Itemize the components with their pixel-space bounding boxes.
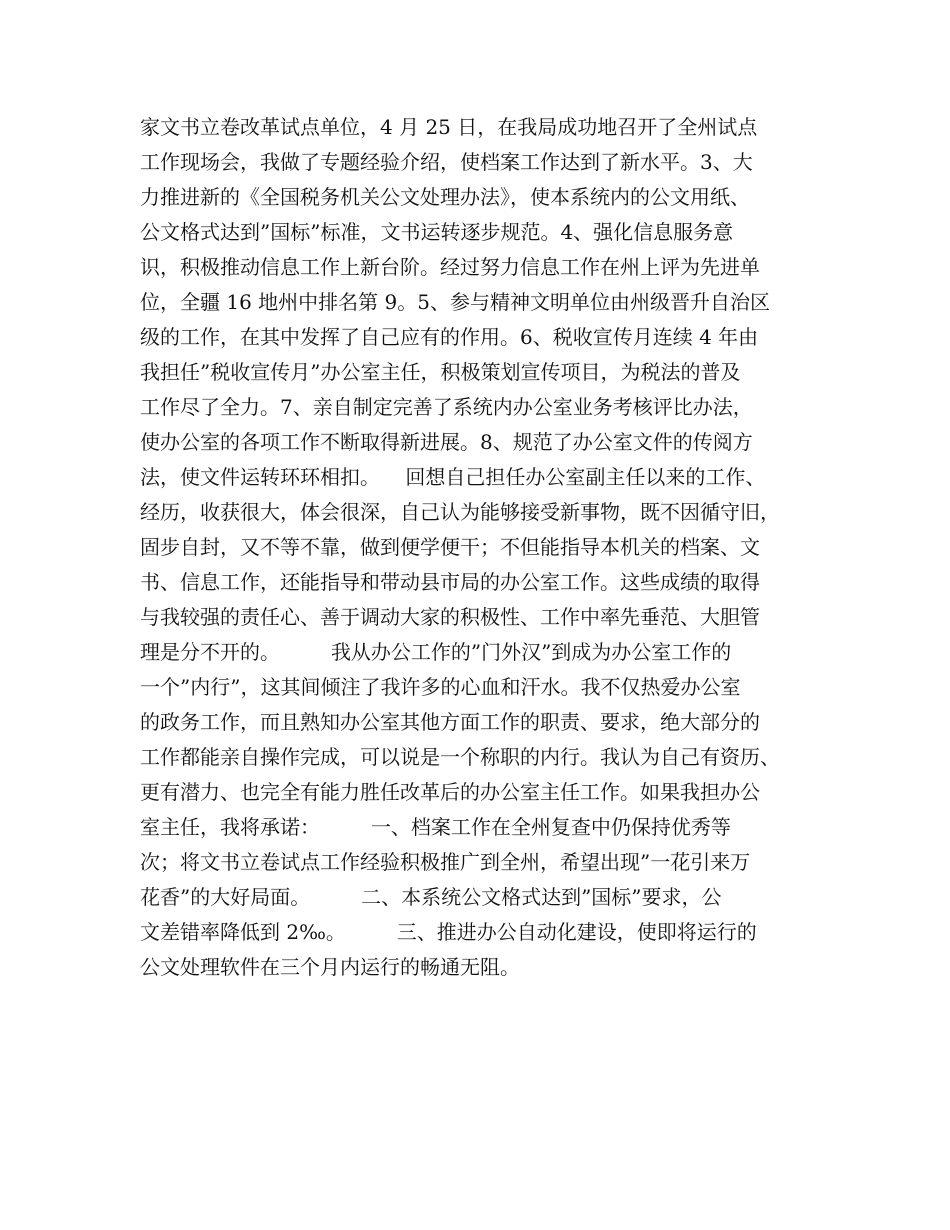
text-line: 工作现场会，我做了专题经验介绍，使档案工作达到了新水平。3、大 — [140, 150, 753, 174]
text-line: 文差错率降低到 2‰。 三、推进办公自动化建设，使即将运行的 — [140, 920, 757, 944]
text-line: 次；将文书立卷试点工作经验积极推广到全州，希望出现”一花引来万 — [140, 850, 751, 874]
text-line: 与我较强的责任心、善于调动大家的积极性、工作中率先垂范、大胆管 — [140, 605, 760, 629]
text-line: 使办公室的各项工作不断取得新进展。8、规范了办公室文件的传阅方 — [140, 430, 753, 454]
text-line: 级的工作，在其中发挥了自己应有的作用。6、税收宣传月连续 4 年由 — [140, 325, 759, 349]
text-line: 我担任”税收宣传月”办公室主任，积极策划宣传项目，为税法的普及 — [140, 360, 741, 384]
text-line: 工作都能亲自操作完成，可以说是一个称职的内行。我认为自己有资历、 — [140, 745, 780, 769]
body-text — [140, 110, 830, 985]
text-line: 经历，收获很大，体会很深，自己认为能够接受新事物，既不因循守旧， — [140, 500, 780, 524]
text-line: 室主任，我将承诺： 一、档案工作在全州复查中仍保持优秀等 — [140, 815, 731, 839]
text-line: 家文书立卷改革试点单位，4 月 25 日，在我局成功地召开了全州试点 — [140, 115, 758, 139]
text-line: 一个”内行”，这其间倾注了我许多的心血和汗水。我不仅热爱办公室 — [140, 675, 741, 699]
text-line: 力推进新的《全国税务机关公文处理办法》，使本系统内的公文用纸、 — [140, 185, 750, 209]
text-line: 工作尽了全力。7、亲自制定完善了系统内办公室业务考核评比办法， — [140, 395, 753, 419]
text-line: 花香”的大好局面。 二、本系统公文格式达到”国标”要求，公 — [140, 885, 722, 909]
text-line: 更有潜力、也完全有能力胜任改革后的办公室主任工作。如果我担办公 — [140, 780, 760, 804]
text-line: 的政务工作，而且熟知办公室其他方面工作的职责、要求，绝大部分的 — [140, 710, 760, 734]
text-line: 公文处理软件在三个月内运行的畅通无阻。 — [140, 955, 520, 979]
text-line: 公文格式达到”国标”标准，文书运转逐步规范。4、强化信息服务意 — [140, 220, 734, 244]
text-line: 识，积极推动信息工作上新台阶。经过努力信息工作在州上评为先进单 — [140, 255, 760, 279]
text-line: 位，全疆 16 地州中排名第 9。5、参与精神文明单位由州级晋升自治区 — [140, 290, 770, 314]
text-line: 理是分不开的。 我从办公工作的”门外汉”到成为办公室工作的 — [140, 640, 732, 664]
text-line: 法，使文件运转环环相扣。 回想自己担任办公室副主任以来的工作、 — [140, 465, 766, 489]
text-line: 固步自封，又不等不靠，做到便学便干；不但能指导本机关的档案、文 — [140, 535, 760, 559]
text-line: 书、信息工作，还能指导和带动县市局的办公室工作。这些成绩的取得 — [140, 570, 760, 594]
